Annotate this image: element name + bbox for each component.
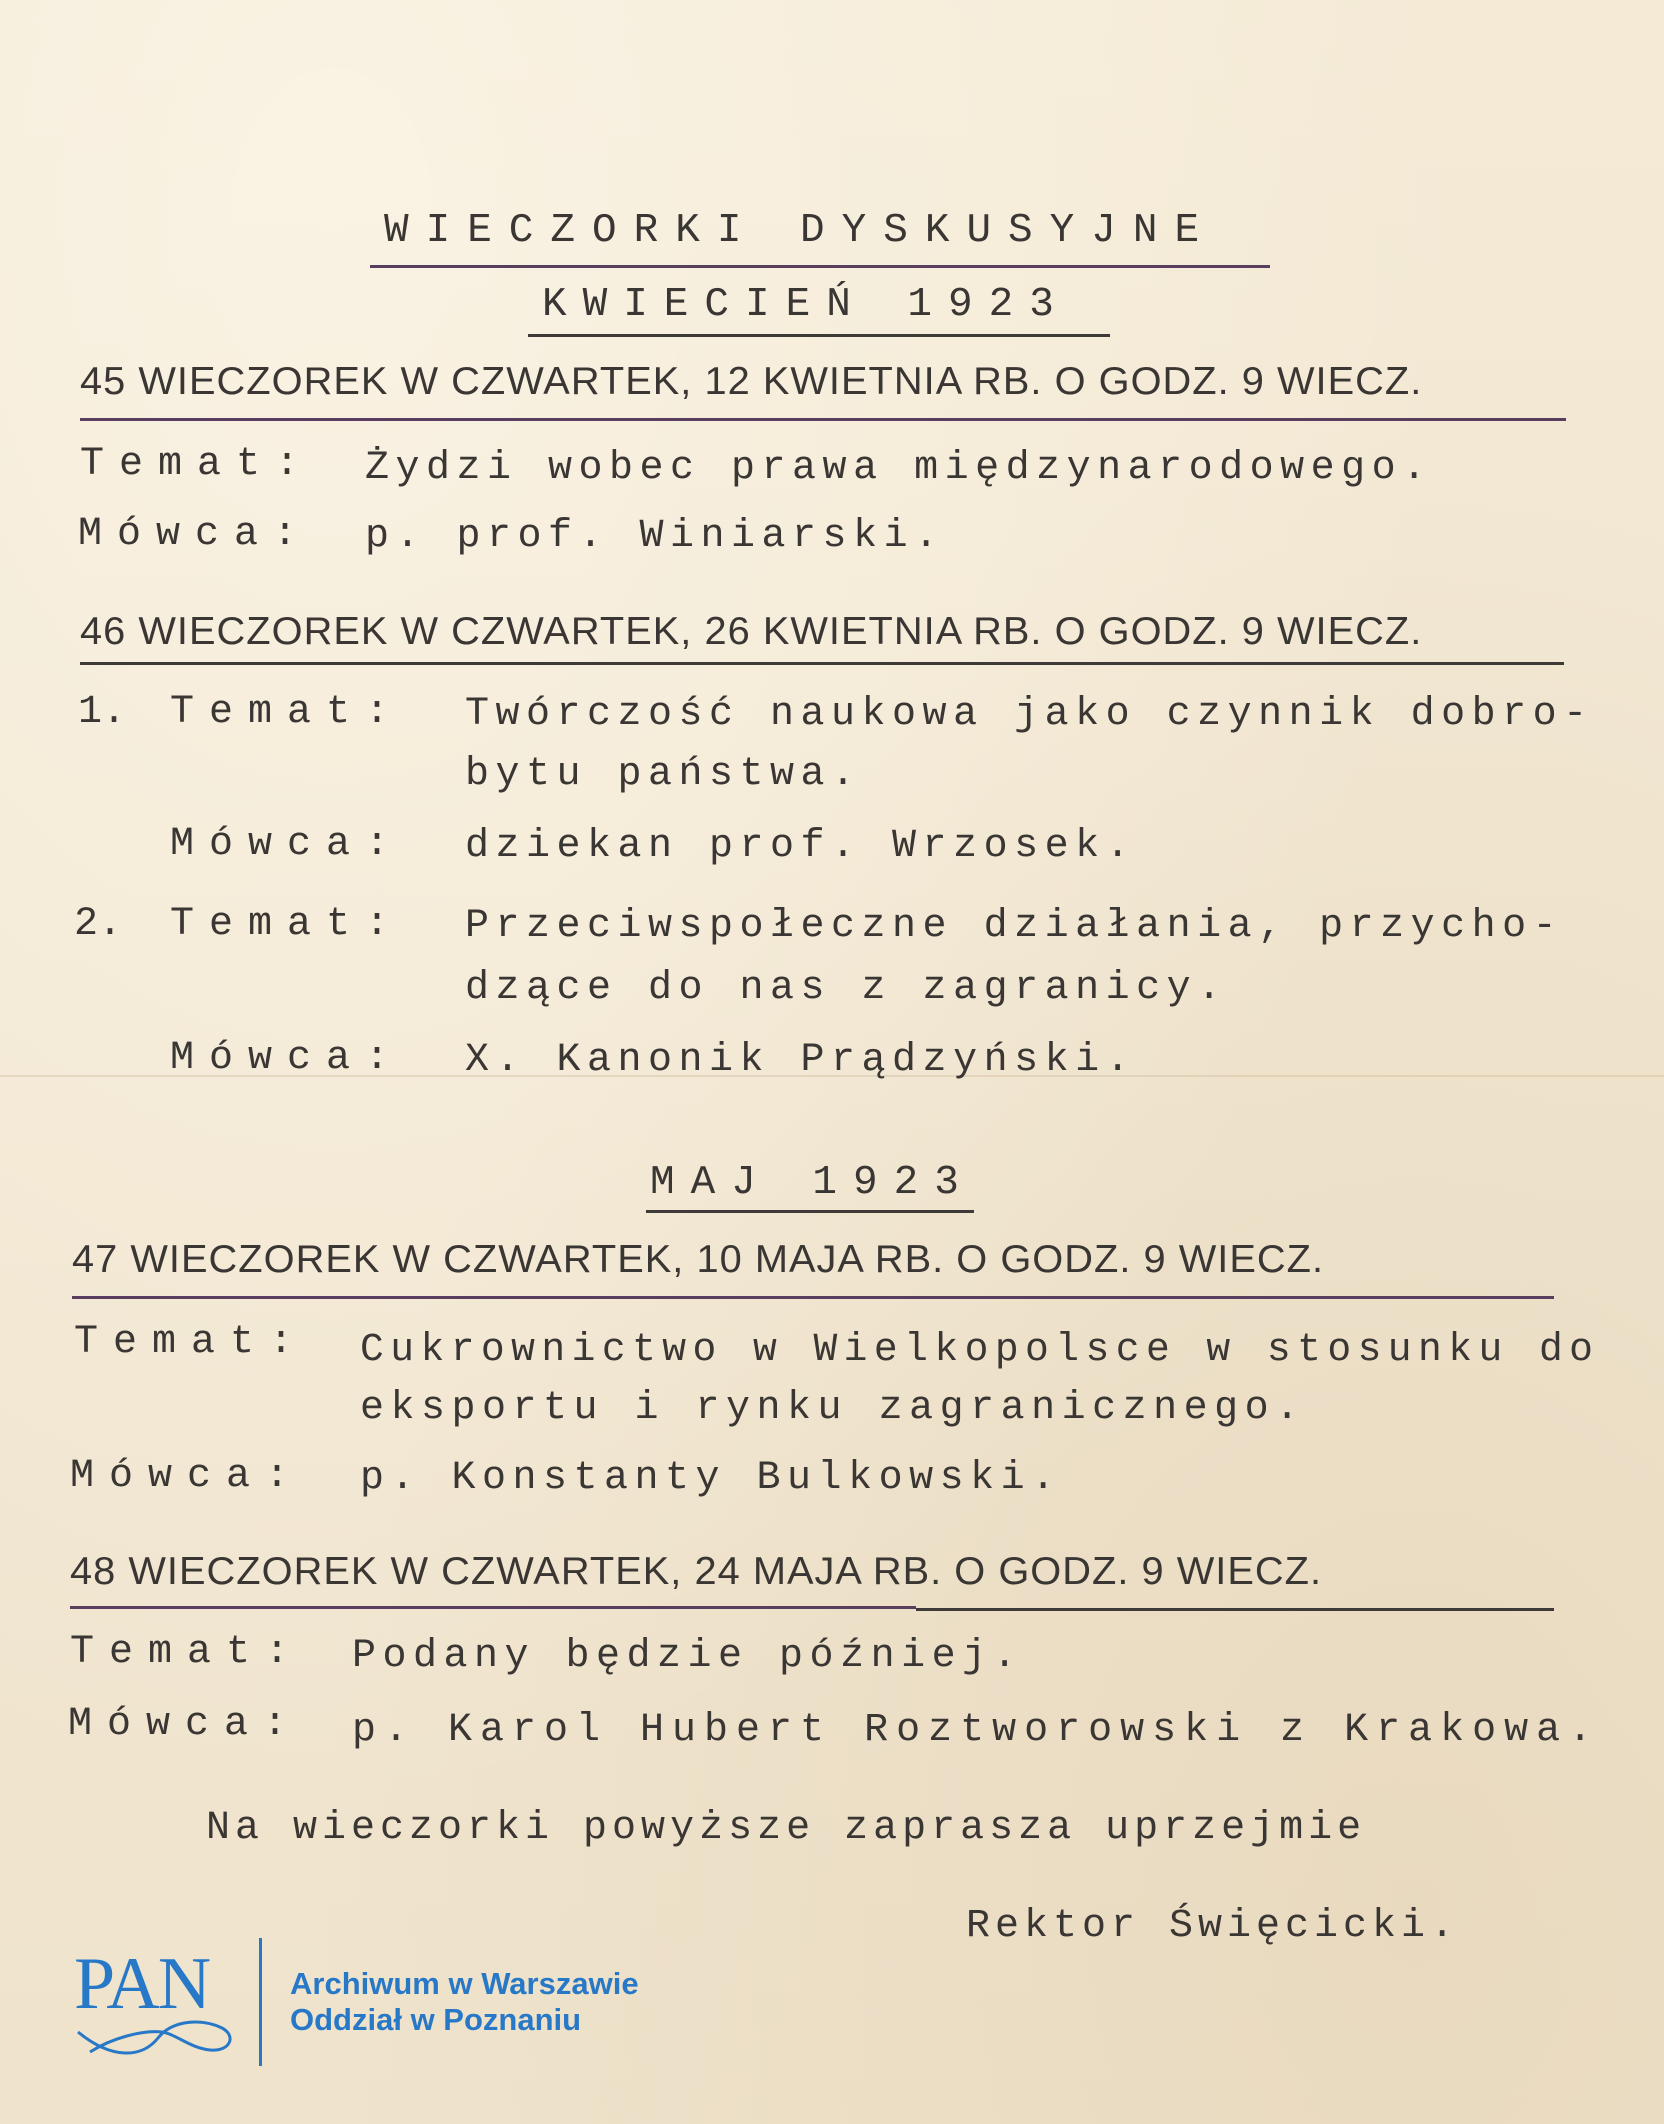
evening-47-topic-label: Temat: bbox=[74, 1320, 309, 1365]
may-heading: MAJ 1923 bbox=[650, 1160, 975, 1206]
evening-46-item-2-speaker: X. Kanonik Prądzyński. bbox=[465, 1038, 1137, 1083]
evening-46-item-2-topic-line-2: dzące do nas z zagranicy. bbox=[465, 966, 1228, 1011]
evening-48-header: 48 WIECZOREK W CZWARTEK, 24 MAJA RB. O GODZ. 9 WIECZ. bbox=[70, 1550, 1323, 1593]
archive-name-line-1: Archiwum w Warszawie bbox=[290, 1966, 639, 2001]
archive-name-line-2: Oddział w Poznaniu bbox=[290, 2002, 582, 2037]
evening-47-header: 47 WIECZOREK W CZWARTEK, 10 MAJA RB. O GODZ. 9 WIECZ. bbox=[72, 1238, 1325, 1281]
signature-line: Rektor Święcicki. bbox=[966, 1904, 1460, 1949]
evening-46-item-2-topic-label: Temat: bbox=[170, 902, 405, 947]
evening-48-speaker-label: Mówca: bbox=[68, 1702, 303, 1747]
evening-45-speaker-label: Mówca: bbox=[78, 512, 313, 557]
evening-46-item-1-topic-line-1: Twórczość naukowa jako czynnik dobro- bbox=[465, 692, 1594, 737]
evening-46-item-2-speaker-label: Mówca: bbox=[170, 1036, 405, 1081]
evening-46-item-1-speaker: dziekan prof. Wrzosek. bbox=[465, 824, 1137, 869]
evening-45-underline bbox=[80, 418, 1566, 421]
evening-45-speaker: p. prof. Winiarski. bbox=[365, 514, 945, 559]
evening-47-underline bbox=[72, 1296, 1554, 1299]
evening-46-header: 46 WIECZOREK W CZWARTEK, 26 KWIETNIA RB. O GODZ. 9 WIECZ. bbox=[80, 610, 1423, 653]
evening-45-topic: Żydzi wobec prawa międzynarodowego. bbox=[365, 446, 1433, 491]
april-underline bbox=[528, 334, 1110, 337]
evening-48-underline-right bbox=[916, 1608, 1554, 1611]
pan-logo-mark: PAN bbox=[74, 1943, 210, 2025]
evening-46-item-2-topic-line-1: Przeciwspołeczne działania, przycho- bbox=[465, 904, 1564, 949]
evening-46-item-1-topic-label: Temat: bbox=[170, 690, 405, 735]
evening-48-topic: Podany będzie później. bbox=[352, 1634, 1024, 1679]
invitation-line: Na wieczorki powyższe zaprasza uprzejmie bbox=[206, 1806, 1367, 1851]
evening-46-item-1-speaker-label: Mówca: bbox=[170, 822, 405, 867]
evening-48-underline-left bbox=[70, 1606, 916, 1609]
evening-46-item-1-topic-line-2: bytu państwa. bbox=[465, 752, 862, 797]
evening-45-header: 45 WIECZOREK W CZWARTEK, 12 KWIETNIA RB. O GODZ. 9 WIECZ. bbox=[80, 360, 1423, 403]
document-title: WIECZORKI DYSKUSYJNE bbox=[384, 208, 1217, 254]
evening-48-speaker: p. Karol Hubert Roztworowski z Krakowa. bbox=[352, 1708, 1601, 1753]
evening-47-speaker-label: Mówca: bbox=[70, 1454, 305, 1499]
evening-47-topic-line-1: Cukrownictwo w Wielkopolsce w stosunku do bbox=[360, 1328, 1600, 1373]
evening-47-topic-line-2: eksportu i rynku zagranicznego. bbox=[360, 1386, 1306, 1431]
evening-45-topic-label: Temat: bbox=[80, 442, 315, 487]
april-heading: KWIECIEŃ 1923 bbox=[542, 282, 1070, 328]
logo-separator bbox=[259, 1938, 262, 2066]
evening-46-item-2-number: 2. bbox=[74, 902, 123, 947]
evening-46-underline bbox=[80, 662, 1564, 665]
title-underline bbox=[370, 265, 1270, 268]
logo-swirl-icon bbox=[72, 2008, 242, 2064]
evening-46-item-1-number: 1. bbox=[78, 690, 127, 735]
may-underline bbox=[646, 1210, 974, 1213]
evening-47-speaker: p. Konstanty Bulkowski. bbox=[360, 1456, 1062, 1501]
evening-48-topic-label: Temat: bbox=[70, 1630, 305, 1675]
